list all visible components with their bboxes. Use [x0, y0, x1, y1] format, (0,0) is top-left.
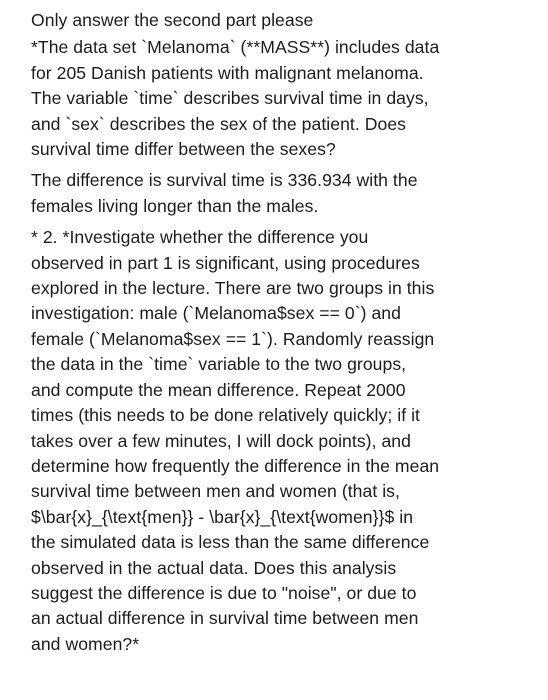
- answer-one-text: The difference is survival time is 336.934 with the females living longer than the males.: [31, 170, 418, 216]
- question-two-text: * 2. *Investigate whether the difference you observed in part 1 is significant, using procedures explored in the lecture. There are two groups in this investigation: male (`Melanoma$sex == 0`) and female (`Melanoma$sex == 1`). Randomly reassign the data in the `time` variable to the two groups, and compute the mean difference. Repeat 2000 times (this needs to be done relatively quickly; if it takes over a few minutes, I will dock points), and determine how frequently the difference in the mean survival time between men and women (that is, $\bar{x}_{\text{men}} - \bar{x}_{\text{women}}$ in the simulated data is less than the same difference observed in the actual data. Does this analysis suggest the difference is due to "noise", or due to an actual difference in survival time between men and women?*: [31, 227, 440, 654]
- instruction-line: Only answer the second part please: [31, 10, 314, 30]
- question-one-text: *The data set `Melanoma` (**MASS**) includes data for 205 Danish patients with malignant melanoma. The variable `time` describes survival time in days, and `sex` describes the sex of the patient. Does survival time differ between the sexes?: [31, 37, 440, 160]
- document-body: [31, 8, 536, 657]
